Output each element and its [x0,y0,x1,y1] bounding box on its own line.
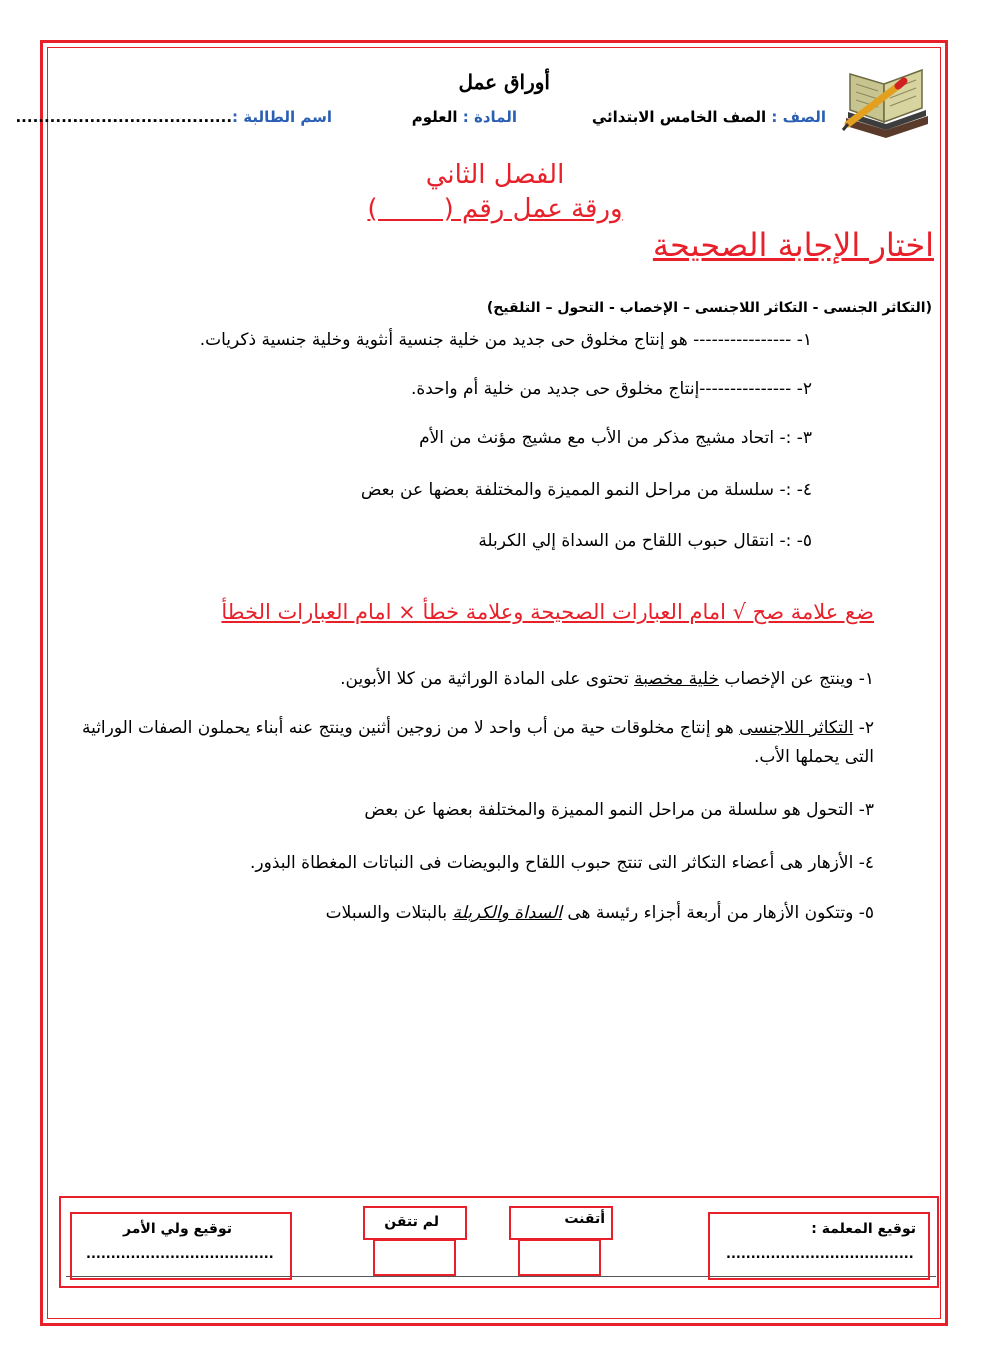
mastered-checkbox[interactable] [518,1239,601,1276]
tf-item-marked-term: السداة والكربلة [452,903,562,923]
fill-item-4: ٤- :- سلسلة من مراحل النمو المميزة والمختلفة بعضها عن بعض [360,480,812,500]
parent-signature-dots: ...................................... [86,1247,274,1262]
tf-item-text-pre: التحول هو سلسلة من مراحل النمو المميزة والمختلفة بعضها عن بعض [364,800,854,820]
chapter-title: الفصل الثاني [425,160,565,190]
tf-item-marked-term: خلية مخصبة [634,669,719,689]
section2-title: ضع علامة صح √ امام العبارات الصحيحة وعلامة خطأ × امام العبارات الخطأ [221,600,874,624]
sheet-header-title: أوراق عمل [458,70,550,94]
student-label: اسم الطالبة : [232,108,332,126]
subject-field [412,108,517,126]
tf-item-number: ٣- [858,800,874,820]
tf-item-text-pre: وينتج عن الإخصاب [718,669,854,689]
tf-item-number: ٢- [858,718,874,738]
grade-field [592,108,826,126]
teacher-signature-label: توقيع المعلمة : [811,1221,916,1237]
book-pencil-icon [838,60,934,140]
fill-item-3: ٣- :- اتحاد مشيج مذكر من الأب مع مشيج مؤنث من الأم [419,428,812,448]
tf-item-number: ٥- [858,903,874,923]
tf-item-3 [114,797,874,823]
fill-item-5: ٥- :- انتقال حبوب اللقاح من السداة إلي الكربلة [478,531,812,551]
grade-value: الصف الخامس الابتدائي [591,108,767,126]
teacher-signature-dots: ...................................... [726,1247,914,1262]
tf-item-text-pre: الأزهار هى أعضاء التكاثر التى تنتج حبوب اللقاح والبويضات فى النباتات المغطاة البذور. [250,853,854,873]
fill-item-2: ٢- ---------------إنتاج مخلوق حى جديد من خلية أم واحدة. [410,379,812,399]
tf-item-text-post: تحتوى على المادة الوراثية من كلا الأبوين. [340,669,635,689]
tf-item-number: ٤- [858,853,874,873]
tf-item-number: ١- [858,669,874,689]
subject-value: العلوم [411,108,458,126]
word-bank: (التكاثر الجنسى - التكاثر اللاجنسى – الإخصاب - التحول – التلقيح) [486,300,932,316]
not-mastered-label: لم تتقن [384,1214,439,1230]
tf-item-1 [114,666,874,692]
tf-item-text-post: بالبتلات والسبلات [325,903,453,923]
tf-item-2 [74,714,874,772]
student-name-field[interactable] [15,108,332,126]
sheet-number: ورقة عمل رقم ( ) [367,194,623,224]
grade-label: الصف : [771,108,826,126]
student-name-dots: ...................................... [15,108,233,126]
mastered-label: أتقنت [564,1211,605,1227]
tf-item-text-pre: وتتكون الأزهار من أربعة أجزاء رئيسة هى [561,903,854,923]
tf-item-marked-term: التكاثر اللاجنسى [739,718,854,738]
section1-title: اختار الإجابة الصحيحة [652,226,934,264]
tf-item-text-post: هو إنتاج مخلوقات حية من أب واحد لا من زوجين أثنين وينتج عنه أبناء يحملون الصفات الوراثية التى يحملها الأب. [81,718,874,767]
tf-item-4 [114,850,874,876]
parent-signature-label: توقيع ولي الأمر [123,1221,232,1237]
subject-label: المادة : [462,108,517,126]
fill-item-1: ١- ---------------- هو إنتاج مخلوق حى جديد من خلية جنسية أنثوية وخلية جنسية ذكريات. [199,330,812,350]
not-mastered-checkbox[interactable] [373,1239,456,1276]
tf-item-5 [114,900,874,926]
